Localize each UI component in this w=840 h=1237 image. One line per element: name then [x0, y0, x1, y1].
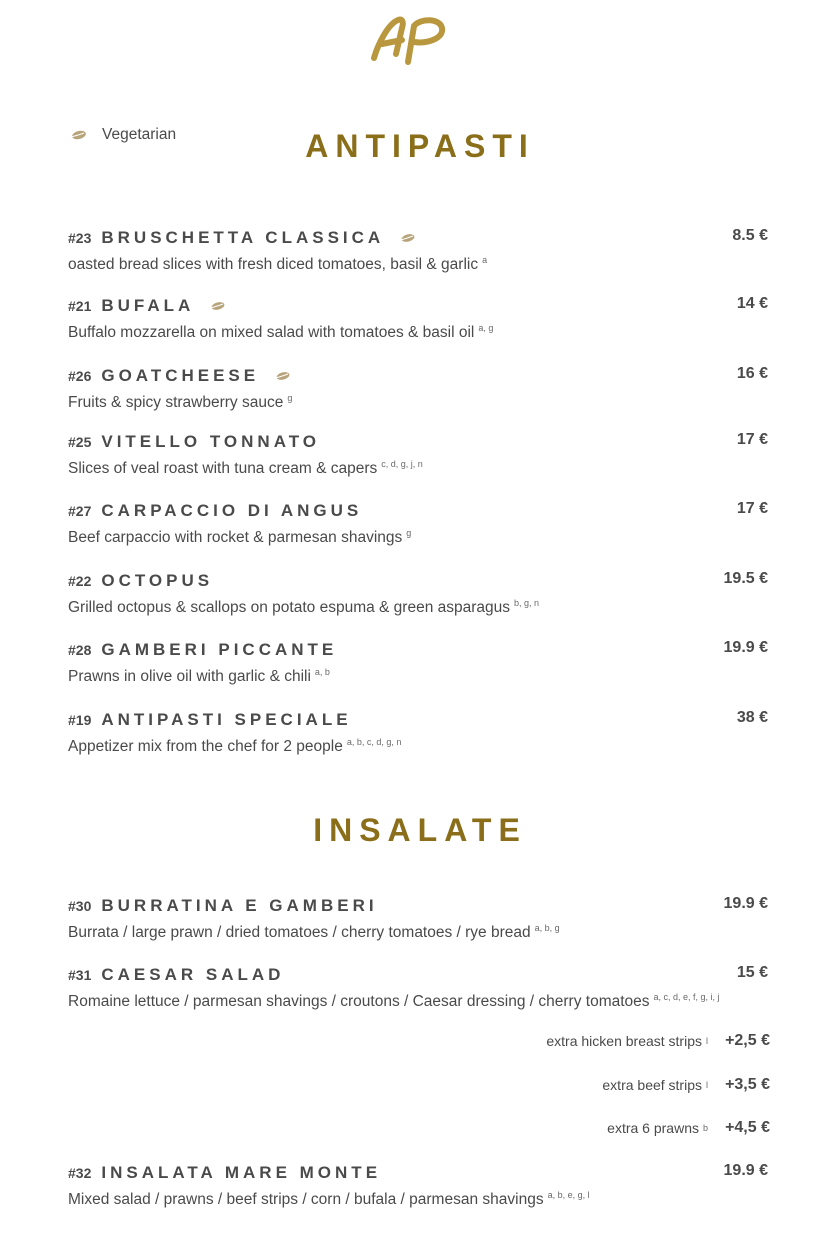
allergen-codes: l	[706, 1036, 708, 1046]
item-description	[68, 1190, 768, 1209]
allergen-codes: a	[482, 255, 488, 265]
item-name: CARPACCIO DI ANGUS	[101, 501, 363, 520]
item-description	[68, 737, 768, 756]
extra-label: extra beef strips	[602, 1077, 702, 1093]
item-name: INSALATA MARE MONTE	[101, 1163, 382, 1182]
menu-item-header	[68, 570, 768, 592]
extra-option	[607, 1119, 770, 1137]
item-number: #31	[68, 967, 92, 983]
menu-item	[68, 431, 768, 478]
menu-item	[68, 1162, 768, 1209]
item-description-text: Mixed salad / prawns / beef strips / corn / bufala / parmesan shavings	[68, 1191, 544, 1209]
item-name: GOATCHEESE	[101, 366, 260, 385]
item-name: ANTIPASTI SPECIALE	[101, 710, 352, 729]
item-name: GAMBERI PICCANTE	[101, 640, 338, 659]
item-name: BUFALA	[101, 296, 195, 315]
menu-item	[68, 500, 768, 547]
item-description	[68, 992, 768, 1011]
item-price: 19.9 €	[723, 639, 768, 656]
allergen-codes: a, b, e, g, l	[547, 1190, 590, 1200]
section-title-insalate: INSALATE	[313, 812, 527, 848]
item-number: #27	[68, 503, 92, 519]
item-name: BURRATINA E GAMBERI	[101, 896, 378, 915]
item-description-text: Romaine lettuce / parmesan shavings / croutons / Caesar dressing / cherry tomatoes	[68, 993, 650, 1011]
item-description-text: Grilled octopus & scallops on potato espuma & green asparagus	[68, 599, 511, 617]
item-price: 19.9 €	[723, 895, 768, 912]
menu-item-header	[68, 365, 768, 387]
item-price: 17 €	[736, 431, 768, 448]
menu-item-header	[68, 639, 768, 661]
item-description	[68, 459, 768, 478]
item-name: VITELLO TONNATO	[101, 432, 321, 451]
menu-item	[68, 709, 768, 756]
item-price: 15 €	[736, 964, 768, 981]
item-description-text: Slices of veal roast with tuna cream & capers	[68, 460, 378, 478]
restaurant-logo	[368, 14, 448, 66]
leaf-icon	[208, 300, 226, 312]
item-description-text: Appetizer mix from the chef for 2 people	[68, 738, 343, 756]
menu-item-header	[68, 709, 768, 731]
menu-item	[68, 570, 768, 617]
item-description	[68, 323, 768, 342]
leaf-icon	[273, 370, 291, 382]
menu-item-header	[68, 1162, 768, 1184]
menu-item-header	[68, 295, 768, 317]
legend-label: Vegetarian	[102, 126, 177, 143]
extra-price: +4,5 €	[725, 1119, 770, 1136]
menu-item	[68, 295, 768, 342]
allergen-codes: a, g	[478, 323, 494, 333]
item-description-text: Beef carpaccio with rocket & parmesan shavings	[68, 529, 403, 547]
item-number: #22	[68, 573, 92, 589]
extra-label: extra hicken breast strips	[546, 1033, 702, 1049]
allergen-codes: g	[287, 393, 293, 403]
item-description	[68, 528, 768, 547]
menu-item-header	[68, 500, 768, 522]
item-description	[68, 598, 768, 617]
menu-item	[68, 639, 768, 686]
item-number: #21	[68, 298, 92, 314]
item-description	[68, 667, 768, 686]
item-price: 17 €	[736, 500, 768, 517]
item-description-text: Burrata / large prawn / dried tomatoes / cherry tomatoes / rye bread	[68, 924, 531, 942]
allergen-codes: a, b, c, d, g, n	[346, 737, 402, 747]
menu-item	[68, 365, 768, 412]
allergen-codes: g	[406, 528, 412, 538]
item-number: #28	[68, 642, 92, 658]
item-description	[68, 255, 768, 274]
allergen-codes: a, c, d, e, f, g, i, j	[653, 992, 720, 1002]
allergen-codes: b, g, n	[514, 598, 540, 608]
extra-price: +3,5 €	[725, 1076, 770, 1093]
allergen-codes: b	[702, 1123, 708, 1133]
allergen-codes: a, b	[314, 667, 330, 677]
menu-item-header	[68, 431, 768, 453]
item-description-text: Prawns in olive oil with garlic & chili	[68, 668, 311, 686]
menu-item	[68, 227, 768, 274]
item-description-text: Fruits & spicy strawberry sauce	[68, 394, 284, 412]
item-price: 19.5 €	[723, 570, 768, 587]
menu-item	[68, 895, 768, 942]
item-price: 38 €	[736, 709, 768, 726]
item-number: #25	[68, 434, 92, 450]
extra-label: extra 6 prawns	[607, 1120, 699, 1136]
allergen-codes: a, b, g	[534, 923, 560, 933]
item-price: 16 €	[736, 365, 768, 382]
item-description-text: oasted bread slices with fresh diced tomatoes, basil & garlic	[68, 256, 479, 274]
item-description	[68, 393, 768, 412]
section-title-antipasti: ANTIPASTI	[305, 128, 535, 164]
item-name: OCTOPUS	[101, 571, 214, 590]
item-price: 8.5 €	[732, 227, 768, 244]
menu-item-header	[68, 227, 768, 249]
allergen-codes: l	[706, 1080, 708, 1090]
allergen-codes: c, d, g, j, n	[381, 459, 423, 469]
item-number: #32	[68, 1165, 92, 1181]
item-number: #19	[68, 712, 92, 728]
item-price: 19.9 €	[723, 1162, 768, 1179]
leaf-icon	[398, 232, 416, 244]
item-name: BRUSCHETTA CLASSICA	[101, 228, 385, 247]
menu-item-header	[68, 895, 768, 917]
extra-price: +2,5 €	[725, 1032, 770, 1049]
menu-item	[68, 964, 768, 1011]
item-number: #26	[68, 368, 92, 384]
item-name: CAESAR SALAD	[101, 965, 285, 984]
extra-option	[602, 1076, 770, 1094]
item-description-text: Buffalo mozzarella on mixed salad with tomatoes & basil oil	[68, 324, 475, 342]
extra-option	[546, 1032, 770, 1050]
item-price: 14 €	[736, 295, 768, 312]
item-number: #30	[68, 898, 92, 914]
item-description	[68, 923, 768, 942]
item-number: #23	[68, 230, 92, 246]
menu-item-header	[68, 964, 768, 986]
